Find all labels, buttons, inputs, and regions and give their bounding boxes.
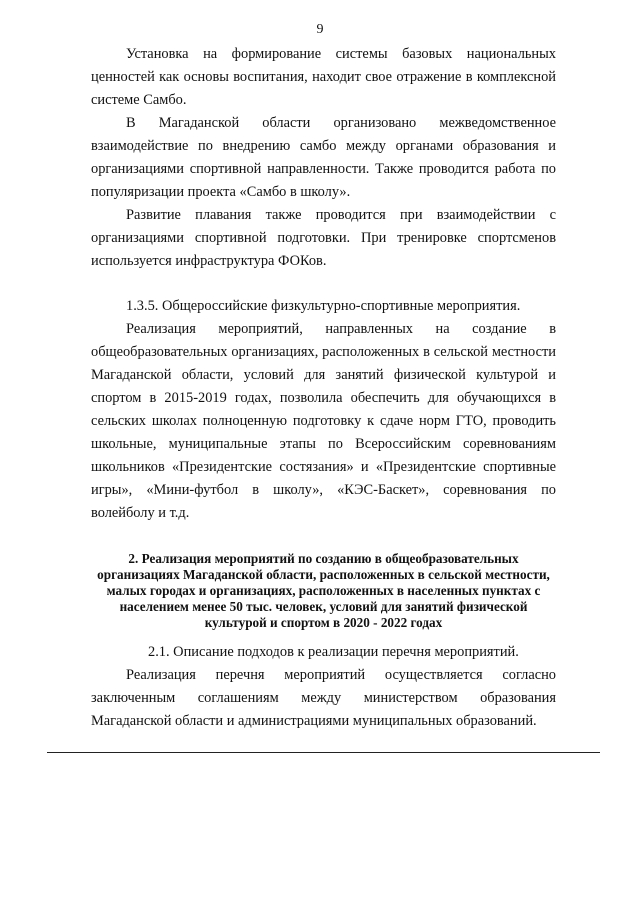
subheading-2-1: 2.1. Описание подходов к реализации перечня мероприятий. — [148, 644, 519, 660]
page-number: 9 — [316, 22, 324, 37]
paragraph-sambo-interaction: В Магаданской области организовано межведомственное взаимодействие по внедрению самбо между органами образования и организациями спортивной направленности. Также проводится работа по популяризации проекта «Самбо в школу». — [91, 115, 556, 200]
paragraph-implementation: Реализация перечня мероприятий осуществляется согласно заключенным соглашениям между министерством образования Магаданской области и администрациями муниципальных образований. — [91, 667, 556, 729]
paragraph-swimming: Развитие плавания также проводится при взаимодействии с организациями спортивной подготовки. При тренировке спортсменов используется инфраструктура ФОКов. — [91, 207, 556, 269]
section-2-title: 2. Реализация мероприятий по созданию в общеобразовательных организациях Магаданской области, расположенных в сельской местности, малых городах и организациях, расположенных в населенных пунктах с населением менее 50 тыс. человек, условий для занятий физической культурой и спортом в 2020 - 2022 годах — [97, 551, 550, 630]
page-content — [91, 43, 556, 733]
paragraph-events-results: Реализация мероприятий, направленных на создание в общеобразовательных организациях, расположенных в сельской местности Магаданской области, условий для занятий физической культурой и спортом в 2015-2019 годах, позволила обеспечить для обучающихся в сельских школах полноценную подготовку к сдаче норм ГТО, проводить школьные, муниципальные этапы по Всероссийским соревнованиям школьников «Президентские состязания» и «Президентские спортивные игры», «Мини-футбол в школу», «КЭС-Баскет», соревнования по волейболу и т.д. — [91, 321, 556, 521]
horizontal-rule — [47, 752, 600, 753]
paragraph-sambo-values: Установка на формирование системы базовых национальных ценностей как основы воспитания, находит свое отражение в комплексной системе Самбо. — [91, 46, 556, 108]
subheading-1-3-5: 1.3.5. Общероссийские физкультурно-спортивные мероприятия. — [126, 298, 521, 314]
